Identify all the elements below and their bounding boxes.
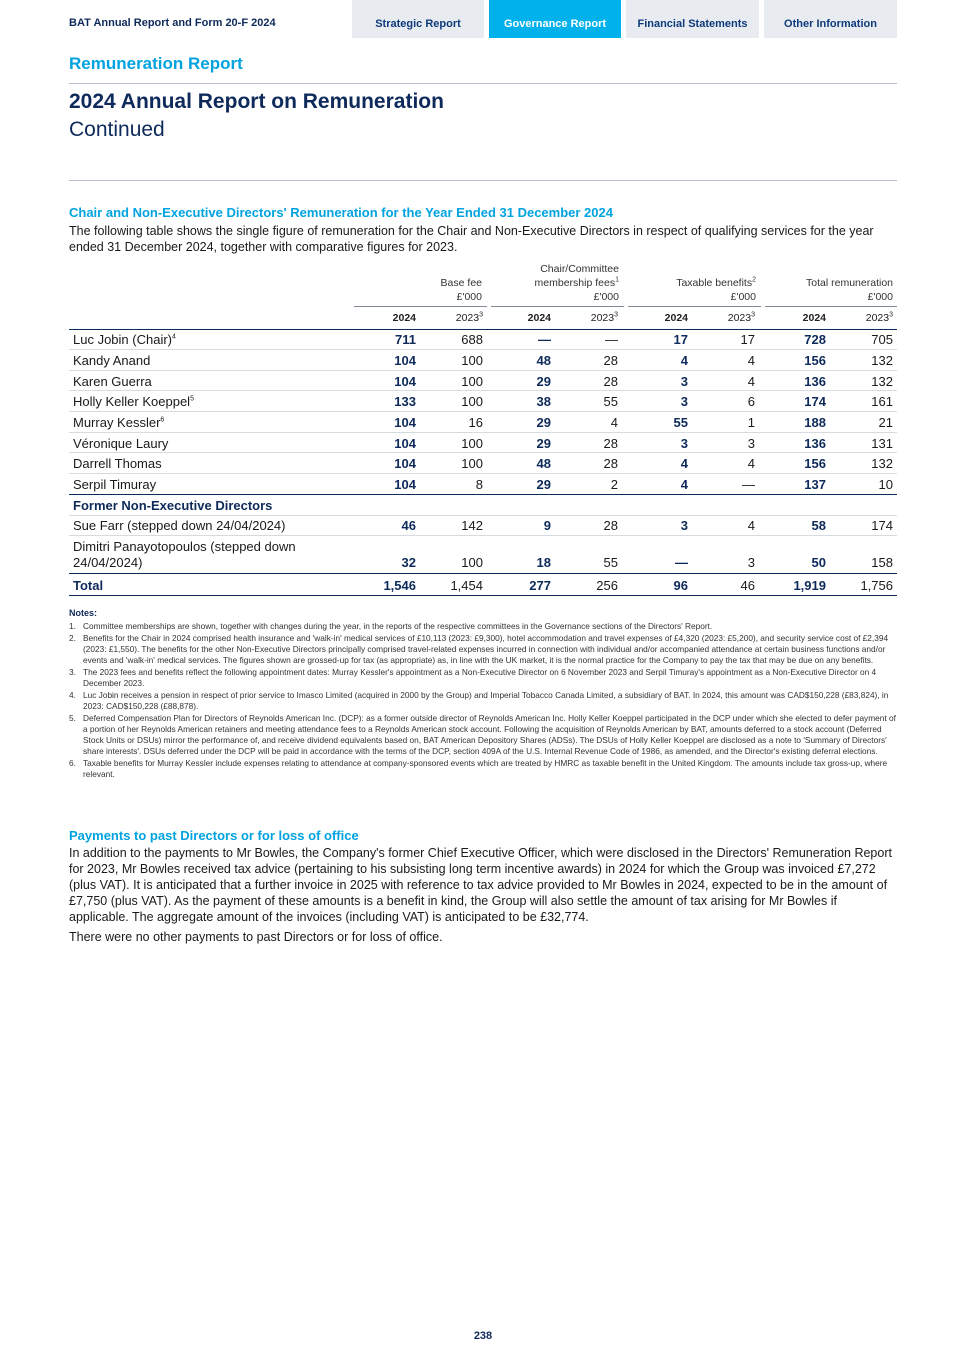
group-underline — [628, 306, 761, 307]
header-rule — [69, 329, 897, 330]
note-item: 5. Deferred Compensation Plan for Directors of Reynolds American Inc. (DCP): as a former outside director of Reynolds American Inc. Holly Keller Koeppel participated in the DCP under which she elected to defer payment of a portion of her Reynolds American retainers and meeting attendance fees to a Reynolds American stock account. Following the acquisition of Reynolds American by BAT, amounts deferred to a stock account (Deferred Stock Units or DSUs) mirror the performance of, and receive dividend equivalents based on, BAT American Depository Shares (ADSs). The DSUs of Holly Keller Koeppel are disclosed as a note to 'Summary of Directors' share interests'. DSUs deferred under the DCP will be paid in accordance with the terms of the DCP, section 409A of the U.S. Internal Revenue Code of 1986, as amended, and the Director's existing deferral elections. — [69, 713, 896, 756]
payments-body — [69, 845, 897, 949]
note-item: 3. The 2023 fees and benefits reflect the following appointment dates: Murray Kessler's appointment as a Non-Executive Director on 6 November 2023 and Serpil Timuray's appointment as a Non-Executive Director on 4 December 2023. — [69, 667, 877, 688]
year-current: 2024 — [527, 312, 551, 324]
document-title: BAT Annual Report and Form 20-F 2024 — [69, 17, 276, 29]
note-item: 4. Luc Jobin receives a pension in respect of prior service to Imasco Limited (acquired in 2000 by the Group) and Imperial Tobacco Canada Limited, a subsidiary of BAT. In 2024, this amount was CAD$150,228 (£83,824), in 2023: CAD$150,228 (£88,878). — [69, 690, 889, 711]
group-underline — [491, 306, 624, 307]
year-current: 2024 — [392, 312, 416, 324]
top-navigation — [0, 0, 966, 38]
group-underline — [354, 306, 487, 307]
director-name: Dimitri Panayotopoulos (stepped down 24/04/2024) — [73, 539, 296, 570]
page-number: 238 — [473, 1330, 493, 1342]
year-prior: 2023$^3$ — [727, 311, 755, 324]
director-name: Luc Jobin (Chair)$^4$ — [73, 332, 176, 347]
table-intro: The following table shows the single figure of remuneration for the Chair and Non-Executive Directors in respect of qualifying services for the year ended 31 December 2024, together with comparative figures for 2023. — [69, 224, 874, 254]
column-group-taxable-benefits: Taxable benefits$^2$ £'000 — [676, 276, 756, 303]
group-underline — [765, 306, 897, 307]
payments-paragraph: There were no other payments to past Directors or for loss of office. — [69, 930, 443, 944]
divider — [69, 180, 897, 181]
year-prior: 2023$^3$ — [590, 311, 618, 324]
director-name: Kandy Anand — [73, 353, 151, 368]
director-name: Darrell Thomas — [73, 456, 162, 471]
total-label: Total — [73, 578, 104, 593]
column-group-total-remuneration: Total remuneration £'000 — [806, 277, 893, 303]
table-row: Dimitri Panayotopoulos (stepped down 24/04/2024) 32 100 18 55 — 3 50 158 — [73, 539, 893, 570]
year-prior: 2023$^3$ — [455, 311, 483, 324]
year-current: 2024 — [664, 312, 688, 324]
tab-financial-statements[interactable]: Financial Statements — [626, 0, 759, 38]
year-current: 2024 — [802, 312, 826, 324]
year-header-row — [69, 310, 897, 330]
notes-title: Notes: — [69, 608, 98, 618]
page-title: 2024 Annual Report on Remuneration — [69, 90, 444, 113]
tab-other-information[interactable]: Other Information — [764, 0, 897, 38]
note-item: 1. Committee memberships are shown, together with changes during the year, in the reports of the respective committees in the Governance sections of the Directors' Report. — [69, 621, 713, 631]
note-item: 6. Taxable benefits for Murray Kessler include expenses relating to attendance at company-sponsored events which are treated by HMRC as taxable benefit in the United Kingdom. The amounts include tax gross-up, where relevant. — [69, 758, 888, 779]
table-heading: Chair and Non-Executive Directors' Remuneration for the Year Ended 31 December 2024 — [69, 205, 613, 220]
column-group-base-fee: Base fee £'000 — [440, 277, 482, 303]
director-name: Holly Keller Koeppel$^5$ — [73, 394, 194, 409]
tab-governance-report[interactable]: Governance Report — [489, 0, 621, 38]
year-prior: 2023$^3$ — [865, 311, 893, 324]
director-name: Serpil Timuray — [73, 477, 157, 492]
former-directors-heading: Former Non-Executive Directors — [73, 498, 273, 513]
director-name: Karen Guerra — [73, 374, 152, 389]
divider — [69, 83, 897, 84]
note-item: 2. Benefits for the Chair in 2024 comprised health insurance and 'walk-in' medical services of £10,113 (2023: £9,300), hotel accommodation and travel expenses of £4,320 (2023: £5,200), and security service cost of £2,394 (2023: £1,550). The benefits for the other Non-Executive Directors principally comprised travel-related expenses incurred in connection with individual and/or accompanied attendance at certain business functions and/or events and 'walk-in' medical services. The figures shown are grossed-up for tax (as appropriate) as, in line with the UK market, it is the normal practice for the Company to pay the tax that may be due on any benefits. — [69, 633, 889, 665]
payments-heading: Payments to past Directors or for loss of office — [69, 828, 359, 843]
column-group-committee-fees: Chair/Committee membership fees$^1$ £'000 — [534, 263, 619, 303]
page-subtitle: Continued — [69, 118, 165, 141]
director-name: Véronique Laury — [73, 436, 169, 451]
director-name: Sue Farr (stepped down 24/04/2024) — [73, 518, 286, 533]
director-name: Murray Kessler$^6$ — [73, 415, 165, 430]
section-label: Remuneration Report — [69, 54, 243, 73]
payments-paragraph: In addition to the payments to Mr Bowles, the Company's former Chief Executive Officer, which were disclosed in the Directors' Remuneration Report for 2023, Mr Bowles received tax advice (pertaining to his subsisting long term incentive awards) in 2024 for which the Group was invoiced £7,272 (plus VAT). It is anticipated that a further invoice in 2025 with reference to tax advice provided to Mr Bowles in 2024, expected to be in the amount of £7,750 (plus VAT). As the payment of these amounts is a benefit in kind, the Group will also settle the amount of tax arising for Mr Bowles if applicable. The aggregate amount of the invoices (including VAT) is anticipated to be £32,774. — [69, 846, 892, 924]
notes — [69, 608, 897, 781]
tab-strategic-report[interactable]: Strategic Report — [352, 0, 484, 38]
